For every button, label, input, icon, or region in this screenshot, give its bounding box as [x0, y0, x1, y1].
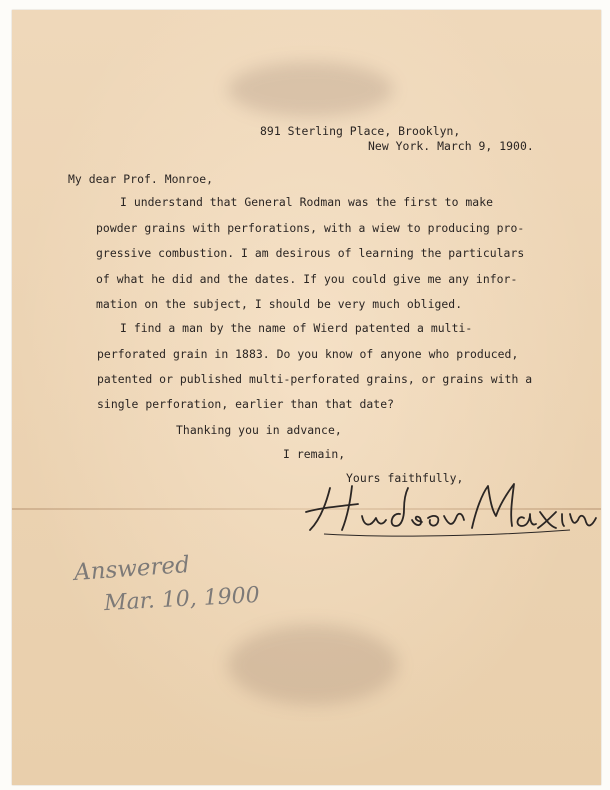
salutation: My dear Prof. Monroe, [68, 172, 214, 186]
thanks-line: Thanking you in advance, [176, 423, 342, 437]
paragraph-line: mation on the subject, I should be very much obliged. [96, 297, 463, 311]
paragraph-line: powder grains with perforations, with a wiew to producing pro- [96, 221, 525, 235]
paragraph-line: perforated grain in 1883. Do you know of anyone who produced, [97, 347, 519, 361]
date-line: New York. March 9, 1900. [368, 139, 534, 153]
paragraph-line: single perforation, earlier than that date? [97, 397, 395, 411]
paper-stain [228, 62, 393, 117]
paragraph-line: I understand that General Rodman was the first to make [120, 195, 494, 209]
address-line: 891 Sterling Place, Brooklyn, [260, 124, 461, 138]
closing-line: Yours faithfully, [346, 471, 464, 485]
svg-text:Hudson Maxim: Hudson Maxim [450, 510, 457, 511]
paragraph-line: of what he did and the dates. If you could give me any infor- [96, 272, 518, 286]
remain-line: I remain, [283, 447, 346, 461]
paragraph-line: patented or published multi-perforated grains, or grains with a [97, 372, 533, 386]
paragraph-line: gressive combustion. I am desirous of learning the particulars [96, 246, 525, 260]
paper-stain [228, 625, 398, 705]
annotation-date: Mar. 10, 1900 [103, 582, 261, 617]
paragraph-line: I find a man by the name of Wierd patented a multi- [120, 321, 473, 335]
annotation-answered: Answered [73, 551, 191, 587]
signature-image [300, 470, 600, 542]
